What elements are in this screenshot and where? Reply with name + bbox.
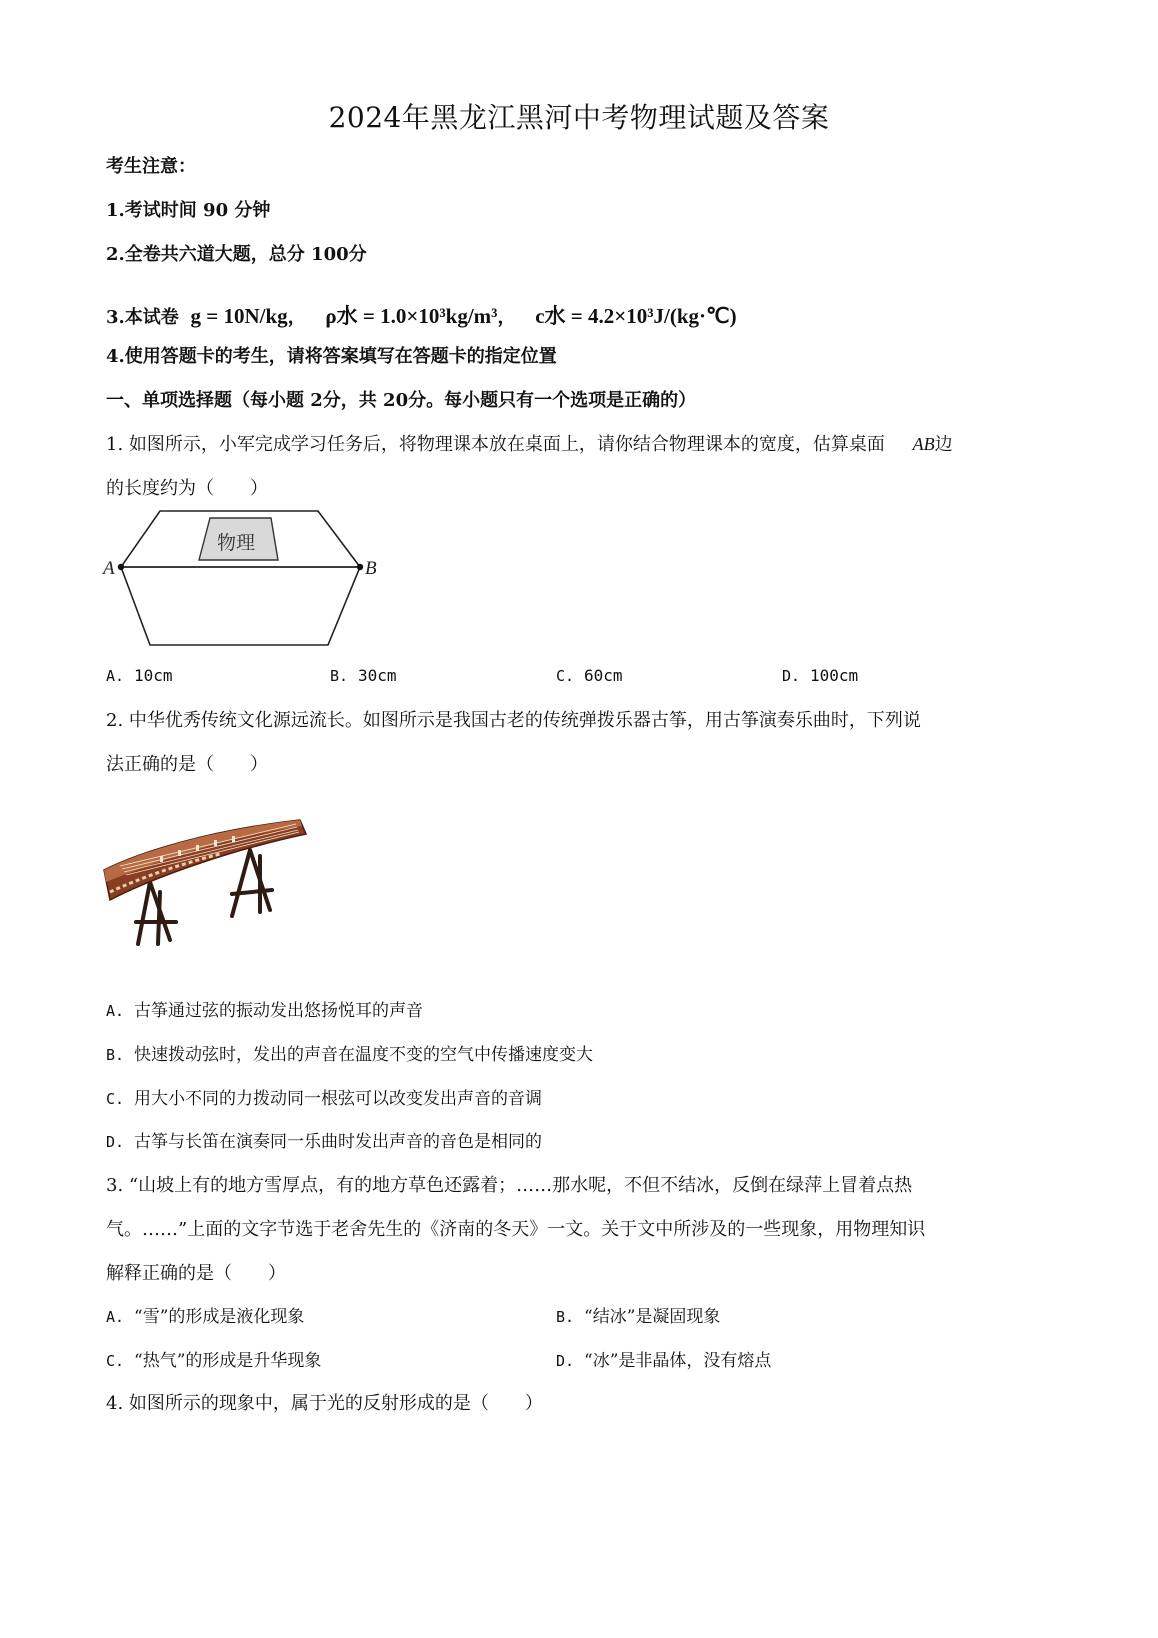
q2-option-c: C. 用大小不同的力拨动同一根弦可以改变发出声音的音调 — [106, 1089, 542, 1109]
notice-item-3-prefix: 3.本试卷 — [106, 307, 179, 328]
q1-ab-label: AB — [912, 434, 935, 454]
point-a-label: A — [103, 558, 115, 579]
q1-option-a: A. 10cm — [106, 666, 173, 685]
book-label: 物理 — [216, 532, 256, 554]
point-a-dot — [118, 564, 124, 570]
section-1-heading: 一、单项选择题（每小题 2分，共 20分。每小题只有一个选项是正确的） — [106, 390, 697, 411]
table-bottom-outline — [121, 567, 360, 645]
q3-option-c: C. “热气”的形成是升华现象 — [106, 1351, 322, 1371]
point-b-label: B — [365, 558, 377, 579]
notice-heading: 考生注意： — [106, 156, 196, 177]
formula-water-heat-capacity: c水 = 4.2×10³J/(kg·℃) — [535, 304, 737, 328]
q2-option-d: D. 古筝与长笛在演奏同一乐曲时发出声音的音色是相同的 — [106, 1132, 542, 1152]
formula-gravity: g = 10N/kg — [190, 304, 288, 328]
q3-option-a: A. “雪”的形成是液化现象 — [106, 1307, 305, 1327]
q3-option-b: B. “结冰”是凝固现象 — [556, 1307, 721, 1327]
page-title: 2024年黑龙江黑河中考物理试题及答案 — [328, 101, 830, 134]
q1-option-b: B. 30cm — [330, 666, 397, 685]
notice-item-2: 2.全卷共六道大题，总分 100分 — [106, 244, 367, 265]
q1-stem-line-1 — [106, 430, 953, 456]
q1-option-c: C. 60cm — [556, 666, 623, 685]
formula-water-density: ρ水 = 1.0×10³kg/m³ — [325, 304, 498, 328]
q3-stem-line-2: 气。……”上面的文字节选于老舍先生的《济南的冬天》一文。关于文中所涉及的一些现象，用物理知识 — [106, 1219, 926, 1240]
q1-figure-table — [98, 505, 398, 655]
notice-item-4: 4.使用答题卡的考生，请将答案填写在答题卡的指定位置 — [106, 346, 557, 367]
guzheng-image — [100, 812, 310, 952]
q1-stem-text: 1. 如图所示，小军完成学习任务后，将物理课本放在桌面上，请你结合物理课本的宽度，估算桌面 — [106, 434, 885, 455]
notice-item-1: 1.考试时间 90 分钟 — [106, 200, 271, 221]
q3-stem-line-1: 3. “山坡上有的地方雪厚点，有的地方草色还露着；……那水呢，不但不结冰，反倒在绿萍上冒着点热 — [106, 1175, 913, 1196]
q2-option-a: A. 古筝通过弦的振动发出悠扬悦耳的声音 — [106, 1001, 423, 1021]
q1-stem-end: 边 — [934, 434, 953, 455]
q4-stem-line-1: 4. 如图所示的现象中，属于光的反射形成的是（ ） — [106, 1393, 543, 1414]
q3-stem-line-3: 解释正确的是（ ） — [106, 1263, 286, 1284]
q3-option-d: D. “冰”是非晶体，没有熔点 — [556, 1351, 772, 1371]
q1-option-d: D. 100cm — [782, 666, 859, 685]
point-b-dot — [357, 564, 363, 570]
notice-item-3: 3.本试卷 g = 10N/kg， ρ水 = 1.0×10³kg/m³， c水 = 4.2×10³J/(kg·℃) — [106, 304, 737, 328]
q2-stem-line-2: 法正确的是（ ） — [106, 754, 268, 775]
q2-option-b: B. 快速拨动弦时，发出的声音在温度不变的空气中传播速度变大 — [106, 1045, 593, 1065]
q2-stem-line-1: 2. 中华优秀传统文化源远流长。如图所示是我国古老的传统弹拨乐器古筝，用古筝演奏乐曲时，下列说 — [106, 710, 921, 731]
q1-stem-line-2: 的长度约为（ ） — [106, 478, 268, 499]
